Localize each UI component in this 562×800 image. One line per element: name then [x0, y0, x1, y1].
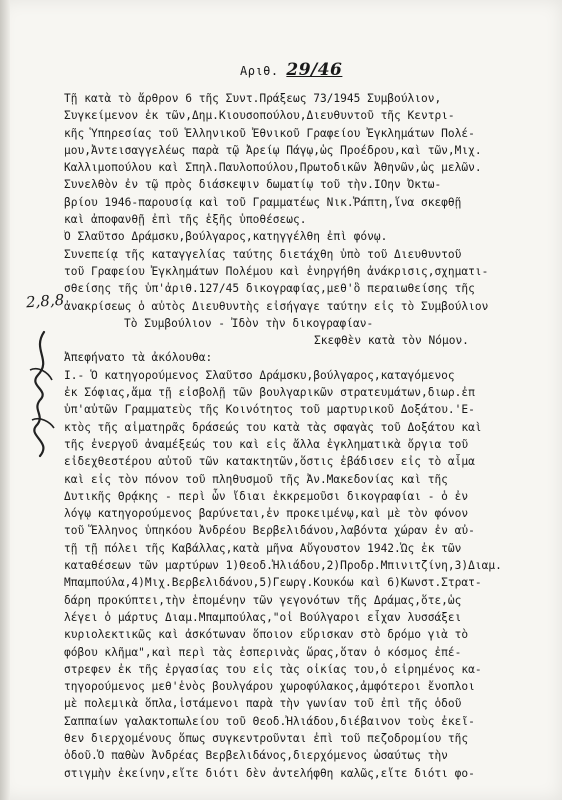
body-line: εἰδεχθεστέρου αὐτοῦ τῶν κατακτητῶν,ὅστις ἐβάδισεν εἰς τὸ αἷμα	[64, 455, 475, 469]
body-line: Καλλιμοπούλου καὶ Σπηλ.Παυλοπούλου,Πρωτοδικῶν Ἀθηνῶν,ὡς μελῶν.	[64, 161, 482, 175]
body-line: καταθέσεων τῶν μαρτύρων 1)Θεοδ.Ἠλιάδου,2)Προδρ.Μπινιτζίνη,3)Διαμ.	[64, 559, 502, 573]
body-line: ὑπ'αὐτῶν Γραμματεὺς τῆς Κοινότητος τοῦ μαρτυρικοῦ Δοξάτου.'Ε-	[64, 403, 475, 417]
body-line: ἀνακρίσεως ὁ αὐτὸς Διευθυντὴς εἰσήγαγε ταύτην εἰς τὸ Συμβούλιον	[64, 299, 489, 313]
body-line: φόβου κλῆμα",καὶ περὶ τὰς ἑσπερινὰς ὥρας,ὅταν ὁ κόσμος ἐπέ-	[64, 645, 462, 659]
body-line: τοῦ Ἕλληνος ὑπηκόου Ἀνδρέου Βερβελιδάνου,λαβόντα χώραν ἐν αὐ-	[64, 524, 475, 538]
reference-number	[240, 60, 342, 80]
body-line: Συγκείμενον ἐκ τῶν,Δημ.Κιουσοπούλου,Διευθυντοῦ τῆς Κεντρι-	[64, 109, 455, 123]
body-line: Δυτικῆς Θρᾴκης - περὶ ὧν ἴδιαι ἐκκρεμοῦσι δικογραφίαι - ὁ ἐν	[64, 489, 469, 503]
body-line: Ὁ Σλαῦτσο Δράμσκυ,βούλγαρος,κατηγγέλθη ἐπὶ φόνῳ.	[64, 230, 388, 244]
body-line: τοῦ Γραφείου Ἐγκλημάτων Πολέμου καὶ ἐνηργήθη ἀνάκρισις,σχηματι-	[64, 264, 489, 278]
document-body	[64, 90, 556, 782]
body-line: κυριολεκτικῶς καὶ ἀσκότωναν ὅποιον εὕρισκαν στὸ δρόμο γιὰ τὸ	[64, 628, 469, 642]
body-line: τῆς ἐνεργοῦ ἀναμέξεώς του καὶ εἰς ἄλλα ἐγκληματικὰ ὄργια τοῦ	[64, 437, 469, 451]
body-line: λέγει ὁ μάρτυς Διαμ.Μπαμπούλας,"οἱ Βούλγαροι εἶχαν λυσσάξει	[64, 610, 462, 624]
body-line: σθείσης τῆς ὑπ'ἀριθ.127/45 δικογραφίας,μεθ'ὃ περαιωθείσης τῆς	[64, 282, 475, 296]
body-line: I.- Ὁ κατηγορούμενος Σλαῦτσο Δράμσκυ,βούλγαρος,καταγόμενος	[64, 368, 455, 382]
body-line: κῆς Ὑπηρεσίας τοῦ Ἑλληνικοῦ Ἐθνικοῦ Γραφείου Ἐγκλημάτων Πολέ-	[64, 126, 475, 140]
body-line: μου,Ἀντεισαγγελέως παρὰ τῷ Ἀρείῳ Πάγῳ,ὡς Προέδρου,καὶ τῶν,Μιχ.	[64, 143, 482, 157]
body-line: τῇ τῇ πόλει τῆς Καβάλλας,κατὰ μῆνα Αὔγουστον 1942.Ὡς ἐκ τῶν	[64, 541, 462, 555]
body-line: μὲ πολεμικὰ ὅπλα,ἱστάμενοι παρὰ τὴν γωνίαν τοῦ ἐπὶ τῆς ὁδοῦ	[64, 697, 462, 711]
body-line: στιγμὴν ἐκείνην,εἴτε διότι δὲν ἀντελήφθη καλῶς,εἴτε διότι φο-	[64, 766, 475, 780]
body-line: ἐκ Σόφιας,ἅμα τῇ εἰσβολῇ τῶν βουλγαρικῶν στρατευμάτων,διωρ.ἐπ	[64, 386, 475, 400]
body-line: δάρη προκύπτει,τὴν ἑπομένην τῶν γεγονότων τῆς Δράμας,ὅτε,ὡς	[64, 593, 462, 607]
body-line: βρίου 1946-παρουσίᾳ καὶ τοῦ Γραμματέως Νικ.Ῥάπτη,ἵνα σκεφθῇ	[64, 195, 462, 209]
body-line: τηγορούμενος μεθ'ἑνὸς βουλγάρου χωροφύλακος,ἀμφότεροι ἔνοπλοι	[64, 680, 475, 694]
body-line: Σκεφθὲν κατὰ τὸν Νόμον.	[314, 334, 469, 348]
body-line: Ἀπεφήνατο τὰ ἀκόλουθα:	[64, 351, 213, 365]
body-line: ὁδοῦ.Ὁ παθὼν Ἀνδρέας Βερβελιδάνος,διερχόμενος ὡσαύτως τὴν	[64, 749, 448, 763]
body-line: Τὸ Συμβούλιον - Ἰδὸν τὴν δικογραφίαν-	[124, 316, 374, 330]
body-line: κτὸς τῆς αἱματηρᾶς δράσεώς του κατὰ τὰς σφαγὰς τοῦ Δοξάτου καὶ	[64, 420, 482, 434]
scan-edge	[0, 0, 10, 800]
margin-annotation: 2,8,8	[25, 290, 65, 312]
body-line: Μπαμπούλα,4)Μιχ.Βερβελιδάνου,5)Γεωργ.Κουκόω καὶ 6)Κωνστ.Στρατ-	[64, 576, 482, 590]
body-line: στρεφεν ἐκ τῆς ἐργασίας του εἰς τὰς οἰκίας του,ὁ εἰρημένος κα-	[64, 662, 482, 676]
body-line: Συνελθὸν ἐν τῷ πρὸς διάσκεψιν δωματίῳ τοῦ τὴν.IOην Ὀκτω-	[64, 178, 442, 192]
reference-value: 29/46	[286, 60, 343, 80]
body-line: λόγῳ κατηγορούμενος βαρύνεται,ἐν προκειμένῳ,καὶ μὲ τὸν φόνον	[64, 507, 469, 521]
body-line: καὶ ἀποφανθῇ ἐπὶ τῆς ἑξῆς ὑποθέσεως.	[64, 213, 307, 227]
body-line: Σαππαίων γαλακτοπωλείου τοῦ Θεοδ.Ἠλιάδου,διέβαινον τοὺς ἐκεῖ-	[64, 714, 475, 728]
body-line: θεν διερχομένους ὅπως συγκεντροῦνται ἐπὶ τοῦ πεζοδρομίου τῆς	[64, 731, 469, 745]
reference-label: Αριθ.	[240, 64, 279, 78]
body-line: Συνεπείᾳ τῆς καταγγελίας ταύτης διετάχθη ὑπὸ τοῦ Διευθυντοῦ	[64, 247, 462, 261]
body-line: Τῇ κατὰ τὸ ἄρθρον 6 τῆς Συντ.Πράξεως 73/1945 Συμβούλιον,	[64, 92, 442, 105]
body-line: καὶ εἰς τὸν πόνον τοῦ πληθυσμοῦ τῆς Ἀν.Μακεδονίας καὶ τῆς	[64, 472, 448, 486]
handwritten-signature	[22, 330, 62, 460]
